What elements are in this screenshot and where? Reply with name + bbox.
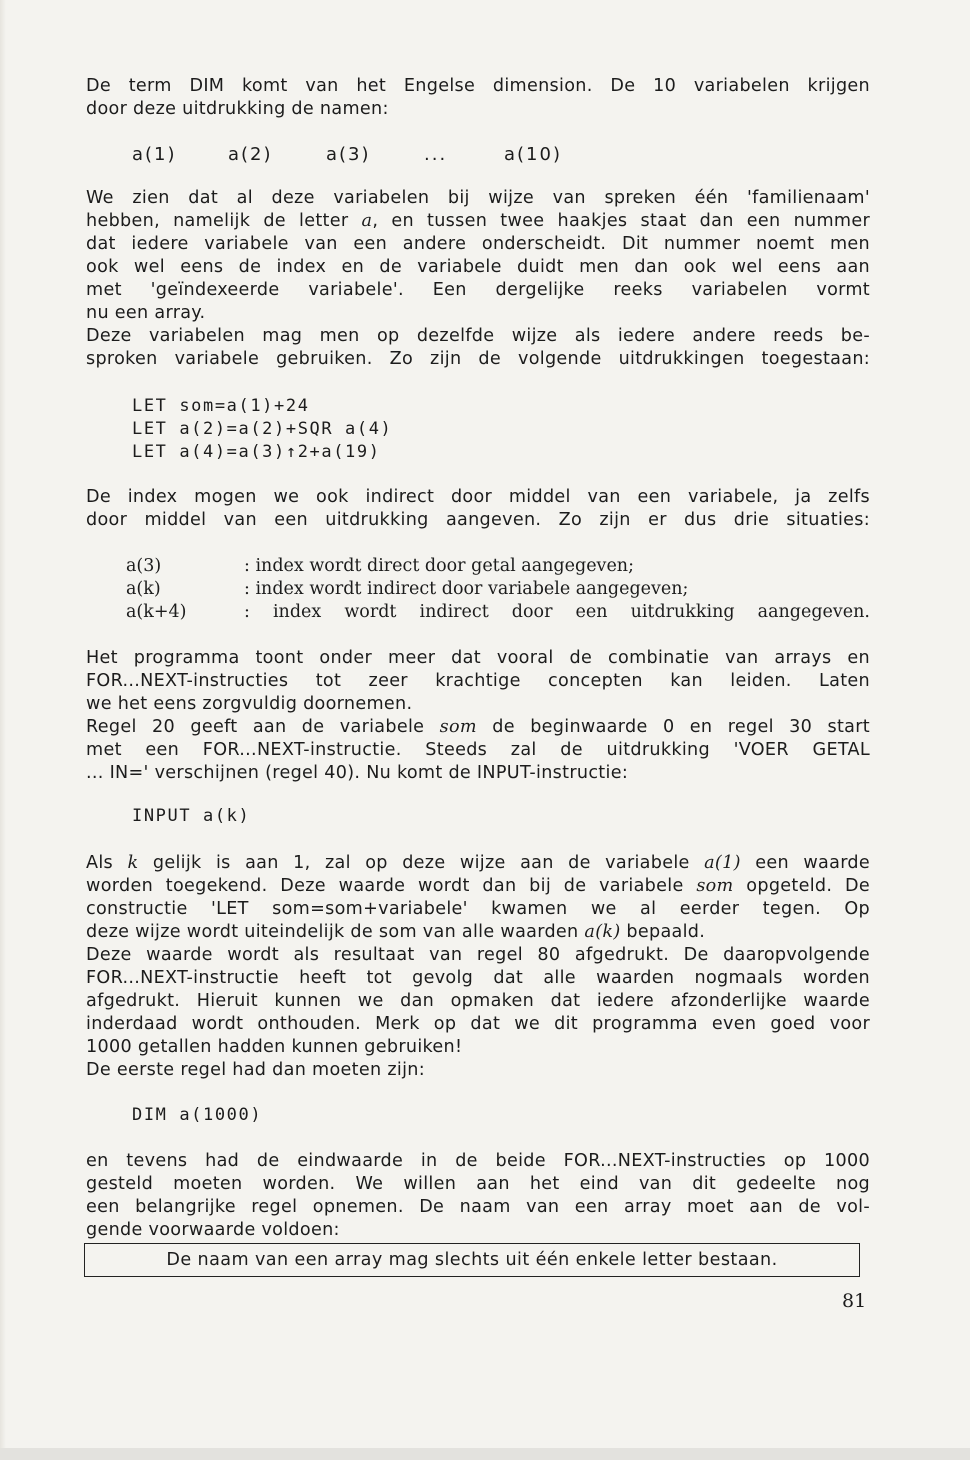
code-line: LET som=a(1)+24	[132, 396, 310, 416]
text-line: gesteld moeten worden. We willen aan het eind van dit gedeelte nog	[86, 1174, 870, 1194]
text-line: dat iedere variabele van een andere onderscheidt. Dit nummer noemt men	[86, 234, 870, 254]
text-line: FOR...NEXT-instructies tot zeer krachtige concepten kan leiden. Laten	[86, 671, 870, 691]
italic-k: k	[127, 853, 139, 873]
text-line: sproken variabele gebruiken. Zo zijn de volgende uitdrukkingen toegestaan:	[86, 349, 870, 369]
text-line: constructie 'LET som=som+variabele' kwamen we al eerder tegen. Op	[86, 899, 870, 919]
italic-som: som	[696, 876, 734, 896]
text-line: Het programma toont onder meer dat vooral de combinatie van arrays en	[86, 648, 870, 668]
seq-item: a(3)	[326, 144, 371, 165]
text-line: Deze variabelen mag men op dezelfde wijze als iedere andere reeds be-	[86, 326, 870, 346]
paragraph-eindwaarde	[86, 1150, 870, 1242]
text-line: ook wel eens de index en de variabele duidt men dan ook wel eens aan	[86, 257, 870, 277]
text-line: en tevens had de eindwaarde in de beide FOR...NEXT-instructies op 1000	[86, 1151, 870, 1171]
italic-ak: a(k)	[584, 922, 621, 942]
text-line: Deze waarde wordt als resultaat van regel 80 afgedrukt. De daaropvolgende	[86, 945, 870, 965]
rule-box: De naam van een array mag slechts uit één enkele letter bestaan.	[84, 1243, 860, 1277]
situation-desc: : index wordt direct door getal aangegeven;	[244, 556, 634, 576]
text-fragment: deze wijze wordt uiteindelijk de som van alle waarden	[86, 922, 585, 942]
page-edge	[0, 0, 6, 1460]
page-bottom-edge	[0, 1448, 970, 1460]
text-line: gende voorwaarde voldoen:	[86, 1220, 340, 1240]
text-line: ... IN=' verschijnen (regel 40). Nu komt de INPUT-instructie:	[86, 763, 629, 783]
seq-item: ...	[424, 144, 448, 165]
paragraph-index	[86, 486, 870, 532]
text-fragment: de beginwaarde 0 en regel 30 start	[476, 717, 870, 737]
text-line: door deze uitdrukking de namen:	[86, 99, 389, 119]
text-line	[86, 716, 870, 739]
italic-a1: a(1)	[704, 853, 741, 873]
paragraph-intro	[86, 75, 870, 121]
code-block-dim	[132, 1104, 262, 1127]
situation-desc: : index wordt indirect door een uitdrukking aangegeven.	[244, 602, 870, 622]
situation-key: a(3)	[126, 556, 162, 576]
text-fragment: een waarde	[740, 853, 871, 873]
text-line: we het eens zorgvuldig doornemen.	[86, 694, 413, 714]
text-fragment: worden toegekend. Deze waarde wordt dan bij de variabele	[86, 876, 697, 896]
paragraph-familienaam	[86, 187, 870, 371]
text-fragment: , en tussen twee haakjes staat dan een nummer	[372, 211, 870, 231]
text-line: FOR...NEXT-instructie heeft tot gevolg dat alle waarden nogmaals worden	[86, 968, 870, 988]
code-block-let	[132, 395, 392, 464]
situation-desc: : index wordt indirect door variabele aangegeven;	[244, 579, 689, 599]
situation-key: a(k)	[126, 579, 161, 599]
text-line: afgedrukt. Hieruit kunnen we dan opmaken dat iedere afzonderlijke waarde	[86, 991, 870, 1011]
code-line: LET a(2)=a(2)+SQR a(4)	[132, 419, 393, 439]
text-line: 1000 getallen hadden kunnen gebruiken!	[86, 1037, 463, 1057]
text-fragment: opgeteld. De	[733, 876, 870, 896]
text-fragment: Als	[86, 853, 128, 873]
text-line: De index mogen we ook indirect door middel van een variabele, ja zelfs	[86, 487, 870, 507]
code-line: DIM a(1000)	[132, 1105, 263, 1125]
seq-item: a(1)	[132, 144, 177, 165]
text-fragment: hebben, namelijk de letter	[86, 211, 362, 231]
text-line	[86, 852, 870, 875]
text-line: De term DIM komt van het Engelse dimension. De 10 variabelen krijgen	[86, 76, 870, 96]
seq-item: a(2)	[228, 144, 273, 165]
situation-key: a(k+4)	[126, 602, 187, 622]
text-line: met 'geïndexeerde variabele'. Een dergelijke reeks variabelen vormt	[86, 280, 870, 300]
seq-item: a(10)	[504, 144, 562, 165]
paragraph-als-k	[86, 852, 870, 1082]
text-line	[86, 875, 870, 898]
text-line: nu een array.	[86, 303, 206, 323]
text-line	[86, 210, 870, 233]
text-line: inderdaad wordt onthouden. Merk op dat we dit programma even goed voor	[86, 1014, 870, 1034]
code-line: LET a(4)=a(3)↑2+a(19)	[132, 442, 381, 462]
text-fragment: gelijk is aan 1, zal op deze wijze aan de variabele	[138, 853, 705, 873]
text-line	[86, 921, 870, 944]
text-line: een belangrijke regel opnemen. De naam van een array moet aan de vol-	[86, 1197, 870, 1217]
italic-som: som	[439, 717, 477, 737]
code-line: INPUT a(k)	[132, 806, 251, 826]
text-line: We zien dat al deze variabelen bij wijze van spreken één 'familienaam'	[86, 188, 870, 208]
text-line: door middel van een uitdrukking aangeven. Zo zijn er dus drie situaties:	[86, 510, 870, 530]
text-line: De eerste regel had dan moeten zijn:	[86, 1060, 425, 1080]
paragraph-programma	[86, 647, 870, 785]
text-fragment: Regel 20 geeft aan de variabele	[86, 717, 440, 737]
italic-a: a	[361, 211, 373, 231]
text-fragment: bepaald.	[620, 922, 706, 942]
text-line: met een FOR...NEXT-instructie. Steeds zal de uitdrukking 'VOER GETAL	[86, 740, 870, 760]
page-number: 81	[842, 1290, 867, 1312]
code-block-input	[132, 805, 250, 828]
